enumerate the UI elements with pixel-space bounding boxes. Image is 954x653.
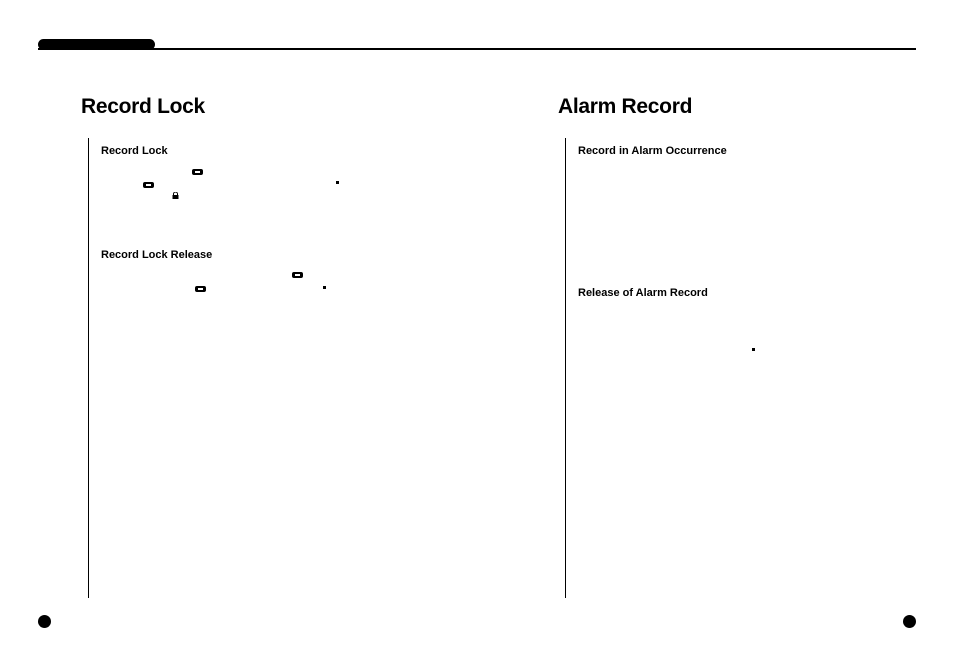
section-heading-record-lock-release: Record Lock Release (101, 249, 213, 261)
left-column-rule (88, 138, 89, 598)
page-title-right: Alarm Record (558, 95, 693, 118)
page-dot-icon (38, 615, 51, 628)
section-heading-record-lock: Record Lock (101, 145, 168, 157)
bullet-icon (752, 348, 755, 351)
section-heading-release-of-alarm-record: Release of Alarm Record (578, 287, 708, 299)
section-heading-record-in-alarm-occurrence: Record in Alarm Occurrence (578, 145, 727, 157)
lock-icon (172, 192, 179, 199)
page-title-left: Record Lock (81, 95, 205, 118)
bullet-icon (323, 286, 326, 289)
button-icon (292, 272, 303, 278)
header-rule (38, 48, 916, 50)
button-icon (192, 169, 203, 175)
bullet-icon (336, 181, 339, 184)
button-icon (143, 182, 154, 188)
right-column-rule (565, 138, 566, 598)
page-dot-icon (903, 615, 916, 628)
button-icon (195, 286, 206, 292)
